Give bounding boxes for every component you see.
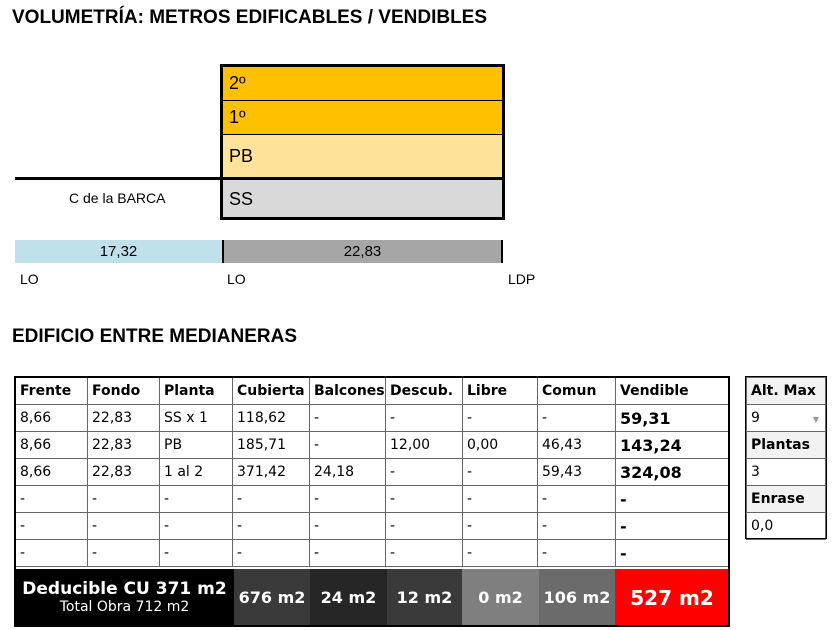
vendible-cell[interactable]: 143,24 <box>616 432 730 459</box>
volumetria-title: VOLUMETRÍA: METROS EDIFICABLES / VENDIBLES <box>12 7 488 28</box>
marker-lo-right: LO <box>227 271 246 287</box>
col-cubierta: Cubierta <box>233 378 310 405</box>
cell[interactable]: 22,83 <box>88 405 160 432</box>
summary-descub: 12 m2 <box>387 569 462 626</box>
floor-2-label: 2º <box>229 72 246 93</box>
cell[interactable]: - <box>310 540 386 567</box>
cell[interactable]: - <box>233 486 310 513</box>
cell[interactable]: - <box>310 432 386 459</box>
cell[interactable]: 22,83 <box>88 432 160 459</box>
side-table-outline <box>745 376 827 539</box>
cell[interactable]: 46,43 <box>538 432 616 459</box>
cell[interactable]: - <box>310 405 386 432</box>
cell[interactable]: - <box>233 540 310 567</box>
street-label: C de la BARCA <box>69 190 166 206</box>
vendible-cell[interactable]: - <box>616 486 730 513</box>
vendible-cell[interactable]: - <box>616 513 730 540</box>
vendible-cell[interactable]: - <box>616 540 730 567</box>
total-obra-text: Total Obra 712 m2 <box>59 599 190 616</box>
cell[interactable]: - <box>160 486 233 513</box>
vendible-cell[interactable]: 324,08 <box>616 459 730 486</box>
cell[interactable]: 24,18 <box>310 459 386 486</box>
cell[interactable]: 371,42 <box>233 459 310 486</box>
cell[interactable]: - <box>463 459 538 486</box>
cell[interactable]: 22,83 <box>88 459 160 486</box>
marker-ldp: LDP <box>508 271 536 287</box>
ground-line <box>15 177 505 180</box>
cell[interactable]: - <box>160 513 233 540</box>
cell[interactable]: - <box>463 405 538 432</box>
cell[interactable]: - <box>463 486 538 513</box>
cell[interactable]: - <box>16 513 88 540</box>
cell[interactable]: - <box>386 459 463 486</box>
cell[interactable]: 1 al 2 <box>160 459 233 486</box>
cell[interactable]: - <box>386 540 463 567</box>
cell[interactable]: SS x 1 <box>160 405 233 432</box>
cell[interactable]: 12,00 <box>386 432 463 459</box>
floor-ss-label: SS <box>229 188 254 209</box>
front-depth-value: 17,32 <box>99 243 138 260</box>
edificio-title: EDIFICIO ENTRE MEDIANERAS <box>12 326 298 347</box>
building-outline <box>220 64 505 220</box>
plantas-label: Plantas <box>747 432 826 459</box>
cell[interactable]: - <box>538 540 616 567</box>
cell[interactable]: - <box>386 513 463 540</box>
col-libre: Libre <box>463 378 538 405</box>
cell[interactable]: 8,66 <box>16 405 88 432</box>
cell[interactable]: - <box>310 486 386 513</box>
enrase-value[interactable]: 0,0 <box>747 513 826 540</box>
cell[interactable]: - <box>538 513 616 540</box>
table-outline <box>14 376 730 627</box>
front-depth-bar <box>15 240 222 263</box>
cell[interactable]: - <box>463 540 538 567</box>
vendible-cell[interactable]: 59,31 <box>616 405 730 432</box>
cell[interactable]: - <box>160 540 233 567</box>
cell[interactable]: - <box>386 486 463 513</box>
cell[interactable]: - <box>310 513 386 540</box>
cell[interactable]: 8,66 <box>16 432 88 459</box>
dropdown-arrow-icon[interactable]: ▼ <box>812 415 819 424</box>
cell[interactable]: - <box>88 513 160 540</box>
cell[interactable]: - <box>88 486 160 513</box>
col-comun: Comun <box>538 378 616 405</box>
col-vendible: Vendible <box>616 378 730 405</box>
building-depth-value: 22,83 <box>343 243 382 260</box>
cell[interactable]: PB <box>160 432 233 459</box>
cell[interactable]: - <box>233 513 310 540</box>
cell[interactable]: - <box>538 405 616 432</box>
col-frente: Frente <box>16 378 88 405</box>
enrase-label: Enrase <box>747 486 826 513</box>
cell[interactable]: - <box>386 405 463 432</box>
cell[interactable]: 8,66 <box>16 459 88 486</box>
summary-cubierta: 676 m2 <box>234 569 310 626</box>
col-fondo: Fondo <box>88 378 160 405</box>
floor-1-label: 1º <box>229 107 246 127</box>
col-descub: Descub. <box>386 378 463 405</box>
summary-libre: 0 m2 <box>462 569 539 626</box>
deducible-text: Deducible CU 371 m2 <box>22 578 227 599</box>
building-depth-bar <box>222 240 503 263</box>
summary-vendible: 527 m2 <box>615 569 729 626</box>
alt-max-value: 9 <box>751 410 760 426</box>
alt-max-label: Alt. Max <box>747 378 826 405</box>
col-balcones: Balcones <box>310 378 386 405</box>
col-planta: Planta <box>160 378 233 405</box>
floor-pb-label: PB <box>229 145 254 166</box>
summary-comun: 106 m2 <box>539 569 615 626</box>
cell[interactable]: 0,00 <box>463 432 538 459</box>
cell[interactable]: - <box>538 486 616 513</box>
cell[interactable]: - <box>463 513 538 540</box>
cell[interactable]: - <box>16 540 88 567</box>
marker-lo-left: LO <box>20 271 39 287</box>
cell[interactable]: 118,62 <box>233 405 310 432</box>
cell[interactable]: 59,43 <box>538 459 616 486</box>
cell[interactable]: - <box>88 540 160 567</box>
cell[interactable]: 185,71 <box>233 432 310 459</box>
cell[interactable]: - <box>16 486 88 513</box>
summary-balcones: 24 m2 <box>310 569 387 626</box>
plantas-value[interactable]: 3 <box>747 459 826 486</box>
